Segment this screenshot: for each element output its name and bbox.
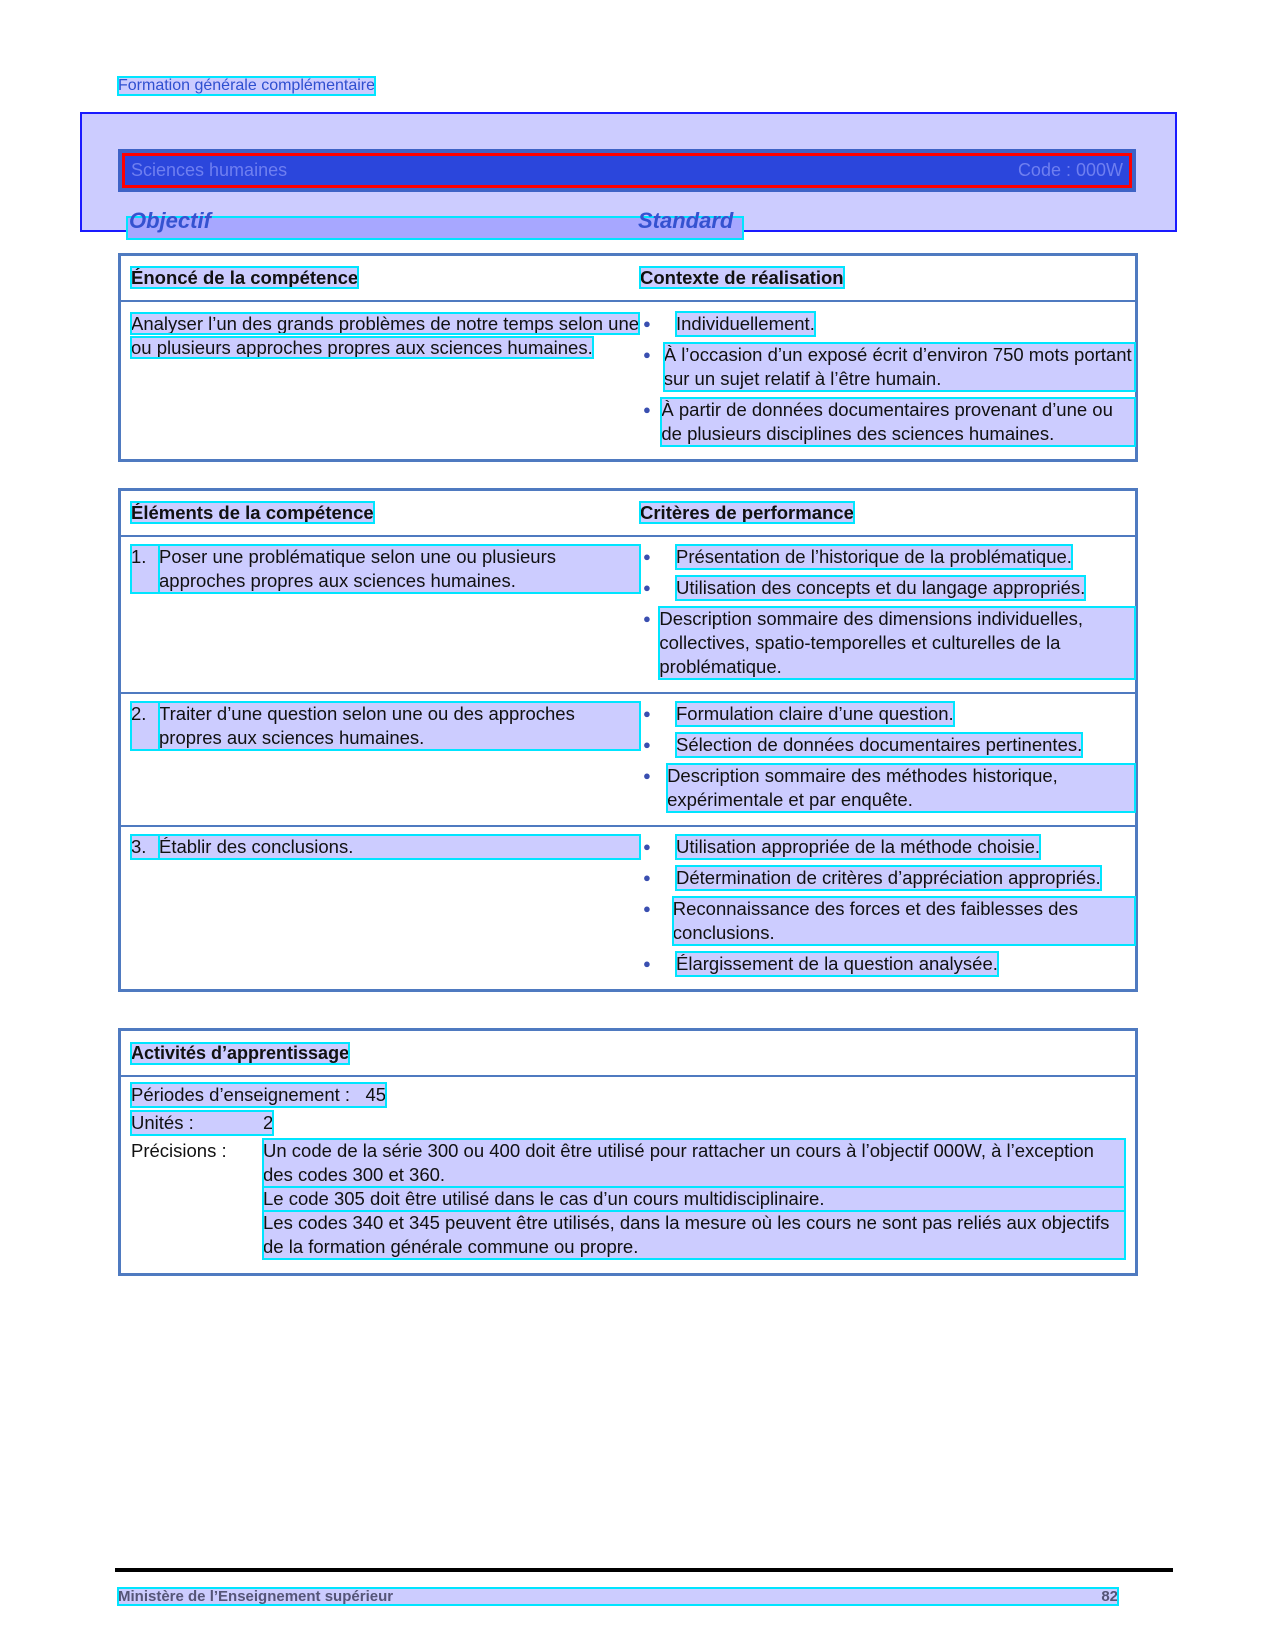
footer-rule (115, 1568, 1173, 1572)
element-text: Établir des conclusions. (159, 835, 640, 859)
bullet-item (640, 576, 1135, 600)
bullet-text: Reconnaissance des forces et des faiblesses des conclusions. (673, 897, 1135, 945)
bullet-icon: ● (643, 870, 651, 885)
element-text: Poser une problématique selon une ou plusieurs approches propres aux sciences humaines. (159, 545, 640, 593)
competence-statement: Analyser l’un des grands problèmes de notre temps selon une ou plusieurs approches propres aux sciences humaines. (131, 313, 640, 358)
periods-value: 45 (365, 1084, 387, 1105)
statement-header: Énoncé de la compétence (131, 267, 359, 288)
bullet-text: Formulation claire d’une question. (676, 703, 954, 724)
running-title: Formation générale complémentaire (118, 77, 376, 94)
context-header: Contexte de réalisation (640, 267, 844, 288)
detail-line: Les codes 340 et 345 peuvent être utilisés, dans la mesure où les cours ne sont pas reliés aux objectifs de la formation générale commune ou propre. (263, 1211, 1125, 1259)
bullet-text: Utilisation appropriée de la méthode choisie. (676, 836, 1041, 857)
element-row (121, 827, 1135, 989)
subject-title: Sciences humaines (131, 160, 288, 180)
competence-table (118, 253, 1138, 462)
bullet-text: À l’occasion d’un exposé écrit d’environ 750 mots portant sur un sujet relatif à l’être humain. (664, 343, 1135, 391)
bullet-text: Individuellement. (676, 313, 815, 334)
footer (118, 1588, 1118, 1605)
bullet-text: Utilisation des concepts et du langage appropriés. (676, 577, 1086, 598)
bullet-icon: ● (643, 580, 651, 595)
element-row (121, 537, 1135, 694)
bullet-icon: ● (643, 347, 651, 362)
detail-line: Un code de la série 300 ou 400 doit être utilisé pour rattacher un cours à l’objectif 000W, à l’exception des codes 300 et 360. (263, 1139, 1125, 1187)
bullet-item (640, 312, 1135, 336)
bullet-icon: ● (643, 611, 651, 626)
objective-heading: Objectif (129, 208, 211, 233)
bullet-icon: ● (643, 901, 651, 916)
bullet-icon: ● (643, 706, 651, 721)
bullet-icon: ● (643, 956, 651, 971)
element-text: Traiter d’une question selon une ou des approches propres aux sciences humaines. (159, 702, 640, 750)
bullet-icon: ● (643, 402, 651, 417)
bullet-item (640, 702, 1135, 726)
criteria-header: Critères de performance (640, 502, 854, 523)
bullet-icon: ● (643, 768, 651, 783)
bullet-item (640, 343, 1135, 391)
bullet-item (640, 866, 1135, 890)
bullet-item (640, 545, 1135, 569)
element-number: 3. (131, 835, 159, 859)
bullet-text: Élargissement de la question analysée. (676, 953, 998, 974)
bullet-text: Détermination de critères d’appréciation appropriés. (676, 867, 1101, 888)
periods-label: Périodes d’enseignement : (131, 1084, 351, 1105)
bullet-item (640, 952, 1135, 976)
bullet-text: Présentation de l’historique de la problématique. (676, 546, 1072, 567)
bullet-item (640, 764, 1135, 812)
bullet-text: À partir de données documentaires provenant d’une ou de plusieurs disciplines des sciences humaines. (661, 398, 1135, 446)
elements-header: Éléments de la compétence (131, 502, 374, 523)
bullet-icon: ● (643, 737, 651, 752)
units-value: 2 (263, 1112, 274, 1133)
detail-line: Le code 305 doit être utilisé dans le cas d’un cours multidisciplinaire. (263, 1187, 1125, 1211)
bullet-icon: ● (643, 316, 651, 331)
element-row (121, 694, 1135, 827)
bullet-text: Sélection de données documentaires pertinentes. (676, 734, 1083, 755)
bullet-text: Description sommaire des méthodes historique, expérimentale et par enquête. (667, 764, 1135, 812)
footer-publisher: Ministère de l’Enseignement supérieur (118, 1588, 394, 1605)
bullet-icon: ● (643, 839, 651, 854)
activities-header: Activités d’apprentissage (131, 1042, 350, 1063)
element-number: 1. (131, 545, 159, 593)
standard-heading: Standard (638, 208, 734, 233)
details-label: Précisions : (131, 1140, 227, 1161)
course-code: Code : 000W (1017, 160, 1123, 180)
page-number: 82 (1101, 1588, 1118, 1605)
bullet-item (640, 835, 1135, 859)
bullet-item (640, 733, 1135, 757)
units-label: Unités : (131, 1112, 194, 1133)
element-number: 2. (131, 702, 159, 750)
elements-table (118, 488, 1138, 992)
title-bar (118, 149, 1136, 192)
bullet-icon: ● (643, 549, 651, 564)
bullet-item (640, 398, 1135, 446)
activities-table (118, 1028, 1138, 1276)
bullet-item (640, 897, 1135, 945)
bullet-text: Description sommaire des dimensions individuelles, collectives, spatio-temporelles et culturelles de la problématique. (659, 607, 1135, 679)
bullet-item (640, 607, 1135, 679)
